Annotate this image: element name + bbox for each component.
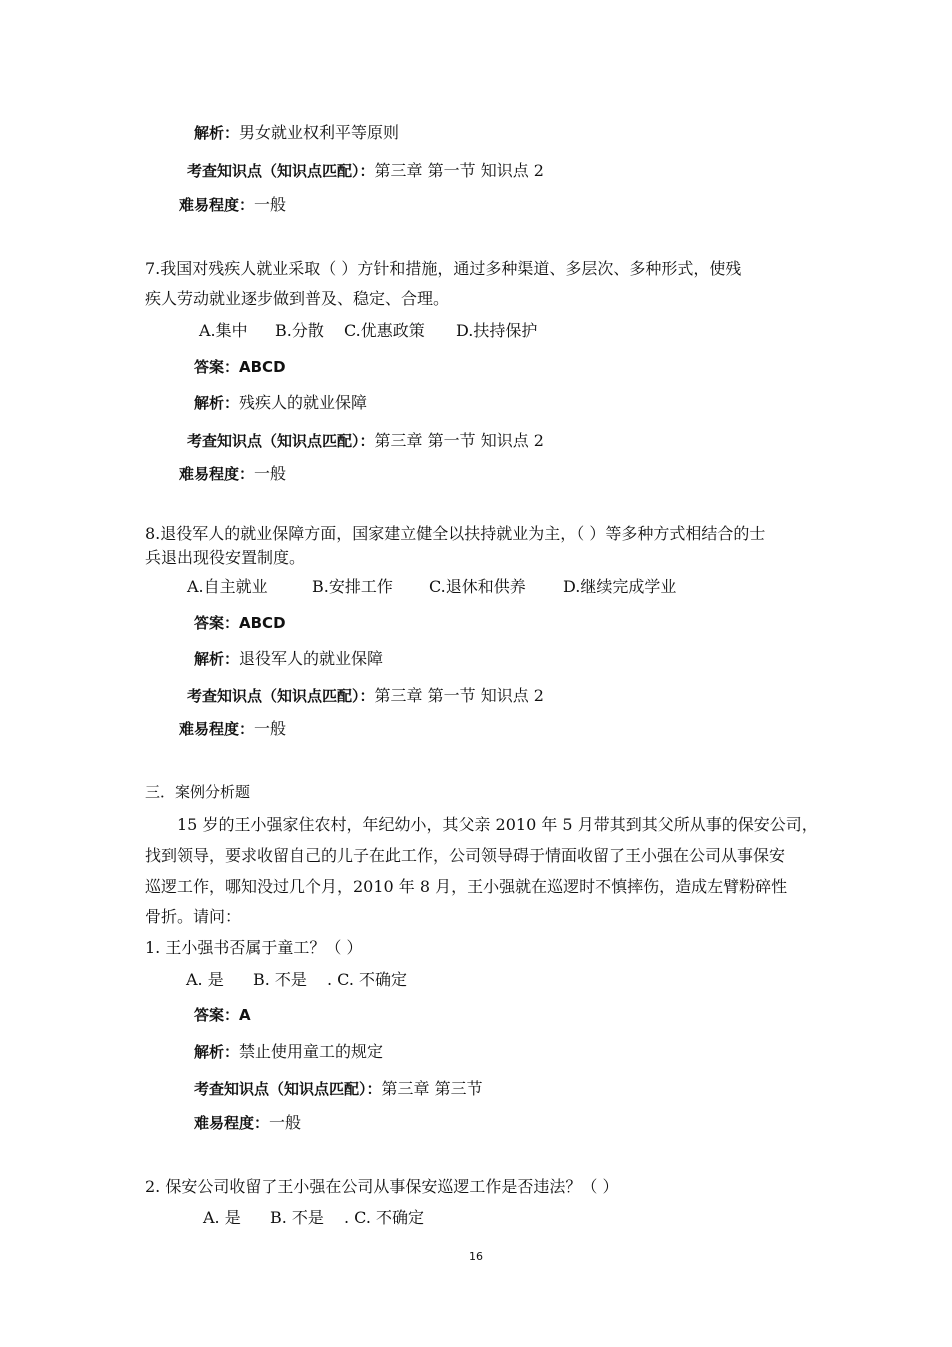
q8-analysis-text: 退役军人的就业保障 [239, 649, 384, 668]
q8-option-c: C.退休和供养 [429, 577, 526, 596]
q7-stem-line1: 7.我国对残疾人就业采取（ ）方针和措施，通过多种渠道、多层次、多种形式，使残 [145, 259, 742, 278]
q6-difficulty [179, 194, 286, 216]
answer-label: 答案： [194, 614, 240, 632]
case-line-4: 骨折。请问： [145, 907, 242, 926]
q6-knowledge [187, 160, 544, 182]
sq1-knowledge-text: 第三章 第三节 [381, 1079, 483, 1098]
q8-difficulty [179, 718, 286, 740]
sq1-answer-text: A [239, 1006, 251, 1024]
sq1-knowledge [194, 1078, 483, 1100]
sq1-option-c: . C. 不确定 [327, 970, 408, 989]
q7-answer [194, 356, 286, 378]
q8-answer-text: ABCD [239, 614, 286, 632]
q8-option-b: B.安排工作 [312, 577, 393, 596]
sq2-question: 2. 保安公司收留了王小强在公司从事保安巡逻工作是否违法？（ ） [145, 1177, 619, 1196]
q7-option-b: B.分散 [275, 321, 324, 340]
q6-difficulty-text: 一般 [254, 195, 287, 214]
q6-analysis-text: 男女就业权利平等原则 [239, 123, 400, 142]
sq2-option-a: A. 是 [203, 1208, 241, 1227]
case-line-2: 找到领导，要求收留自己的儿子在此工作，公司领导碍于情面收留了王小强在公司从事保安 [145, 846, 786, 865]
analysis-label: 解析： [194, 124, 240, 142]
sq1-answer [194, 1004, 251, 1026]
q7-option-d: D.扶持保护 [456, 321, 538, 340]
q7-option-a: A.集中 [199, 321, 248, 340]
knowledge-label: 考查知识点（知识点匹配）： [194, 1080, 382, 1098]
knowledge-label: 考查知识点（知识点匹配）： [187, 687, 375, 705]
q8-option-d: D.继续完成学业 [563, 577, 677, 596]
sq2-option-b: B. 不是 [270, 1208, 324, 1227]
knowledge-label: 考查知识点（知识点匹配）： [187, 432, 375, 450]
q8-option-a: A.自主就业 [187, 577, 268, 596]
sq1-analysis [194, 1041, 383, 1063]
case-line-1: 15 岁的王小强家住农村，年纪幼小，其父亲 2010 年 5 月带其到其父所从事的保安公司， [177, 815, 818, 834]
difficulty-label: 难易程度： [179, 465, 255, 483]
q7-stem-line2: 疾人劳动就业逐步做到普及、稳定、合理。 [145, 289, 450, 308]
case-line-3: 巡逻工作，哪知没过几个月，2010 年 8 月，王小强就在巡逻时不慎摔伤，造成左臂粉碎性 [145, 877, 788, 896]
q8-knowledge [187, 685, 544, 707]
analysis-label: 解析： [194, 394, 240, 412]
sq1-option-a: A. 是 [186, 970, 224, 989]
answer-label: 答案： [194, 358, 240, 376]
q6-knowledge-text: 第三章 第一节 知识点 2 [374, 161, 544, 180]
q8-stem-line2: 兵退出现役安置制度。 [145, 548, 306, 567]
analysis-label: 解析： [194, 1043, 240, 1061]
difficulty-label: 难易程度： [194, 1114, 270, 1132]
difficulty-label: 难易程度： [179, 720, 255, 738]
q7-knowledge-text: 第三章 第一节 知识点 2 [374, 431, 544, 450]
sq1-question: 1. 王小强书否属于童工？（ ） [145, 938, 363, 957]
difficulty-label: 难易程度： [179, 196, 255, 214]
analysis-label: 解析： [194, 650, 240, 668]
q8-difficulty-text: 一般 [254, 719, 287, 738]
q7-knowledge [187, 430, 544, 452]
answer-label: 答案： [194, 1006, 240, 1024]
sq1-analysis-text: 禁止使用童工的规定 [239, 1042, 384, 1061]
sq1-difficulty [194, 1112, 301, 1134]
q7-difficulty [179, 463, 286, 485]
knowledge-label: 考查知识点（知识点匹配）： [187, 162, 375, 180]
q8-stem-line1: 8.退役军人的就业保障方面，国家建立健全以扶持就业为主，（ ）等多种方式相结合的士 [145, 524, 766, 543]
sq1-option-b: B. 不是 [253, 970, 307, 989]
q7-analysis-text: 残疾人的就业保障 [239, 393, 368, 412]
q7-analysis [194, 392, 367, 414]
q6-analysis [194, 122, 399, 144]
q7-option-c: C.优惠政策 [344, 321, 425, 340]
section-heading: 三．案例分析题 [145, 783, 251, 801]
sq1-difficulty-text: 一般 [269, 1113, 302, 1132]
q7-answer-text: ABCD [239, 358, 286, 376]
q8-knowledge-text: 第三章 第一节 知识点 2 [374, 686, 544, 705]
q8-analysis [194, 648, 383, 670]
sq2-option-c: . C. 不确定 [344, 1208, 425, 1227]
q8-answer [194, 612, 286, 634]
q7-difficulty-text: 一般 [254, 464, 287, 483]
page-number: 16 [469, 1250, 483, 1263]
